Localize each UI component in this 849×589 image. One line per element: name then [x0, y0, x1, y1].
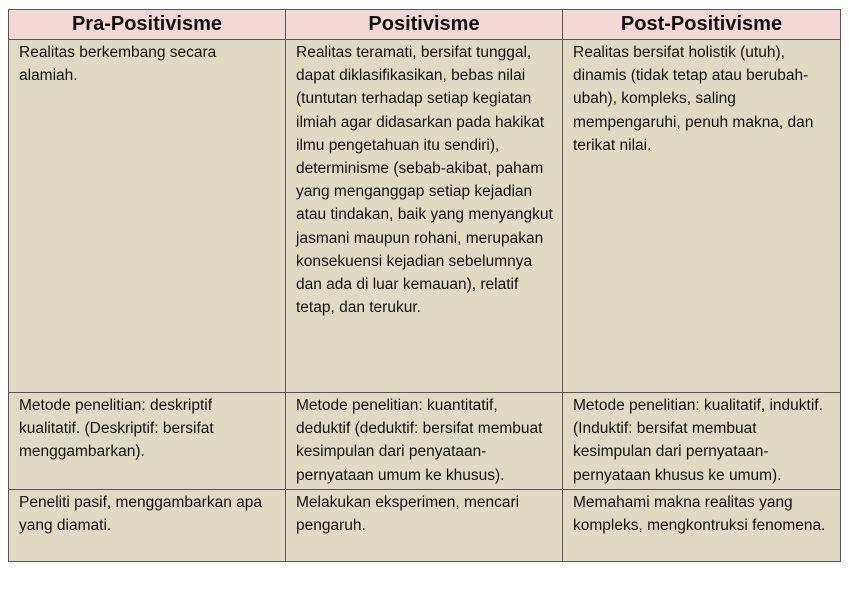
table-row-realitas — [9, 40, 841, 393]
header-positivisme: Positivisme — [286, 10, 563, 40]
table-cell — [9, 40, 286, 393]
cell-text: Melakukan eksperimen, mencari pengaruh. — [296, 493, 520, 535]
header-row — [9, 10, 841, 40]
table-cell — [286, 489, 563, 561]
header-pra-positivisme: Pra-Positivisme — [9, 10, 286, 40]
cell-text: Realitas berkembang secara alamiah. — [19, 44, 217, 85]
table-cell — [286, 40, 563, 393]
cell-text: Memahami makna realitas yang kompleks, mengkontruksi fenomena. — [573, 493, 826, 535]
header-post-positivisme: Post-Positivisme — [563, 10, 841, 40]
table-cell — [286, 393, 563, 490]
cell-text: Metode penelitian: deskriptif kualitatif. (Deskriptif: bersifat menggambarkan). — [19, 397, 214, 461]
table-cell — [563, 489, 841, 561]
table-row-metode — [9, 393, 841, 490]
cell-text: Metode penelitian: kualitatif, induktif. (Induktif: bersifat membuat kesimpulan dari pernyataan-pernyataan khusus ke umum). — [573, 397, 823, 484]
table-cell — [9, 489, 286, 561]
table-cell — [563, 40, 841, 393]
cell-text: Metode penelitian: kuantitatif, deduktif (deduktif: bersifat membuat kesimpulan dari penyataan-pernyataan umum ke khusus). — [296, 397, 543, 484]
cell-text: Peneliti pasif, menggambarkan apa yang diamati. — [19, 493, 262, 535]
table-cell — [563, 393, 841, 490]
table-row-peneliti — [9, 489, 841, 561]
cell-text: Realitas bersifat holistik (utuh), dinamis (tidak tetap atau berubah-ubah), kompleks, saling mempengaruhi, penuh makna, dan terikat nilai. — [573, 44, 814, 154]
cell-text: Realitas teramati, bersifat tunggal, dapat diklasifikasikan, bebas nilai (tuntutan terhadap setiap kegiatan ilmiah agar didasarkan pada hakikat ilmu pengetahuan itu sendiri), determinisme (sebab-akibat, paham yang menganggap setiap kejadian atau tindakan, baik yang menyangkut jasmani maupun rohani, merupakan konsekuensi kejadian sebelumnya dan ada di luar kemauan), relatif tetap, dan terukur. — [296, 44, 553, 317]
table-cell — [9, 393, 286, 490]
comparison-table — [8, 9, 841, 562]
